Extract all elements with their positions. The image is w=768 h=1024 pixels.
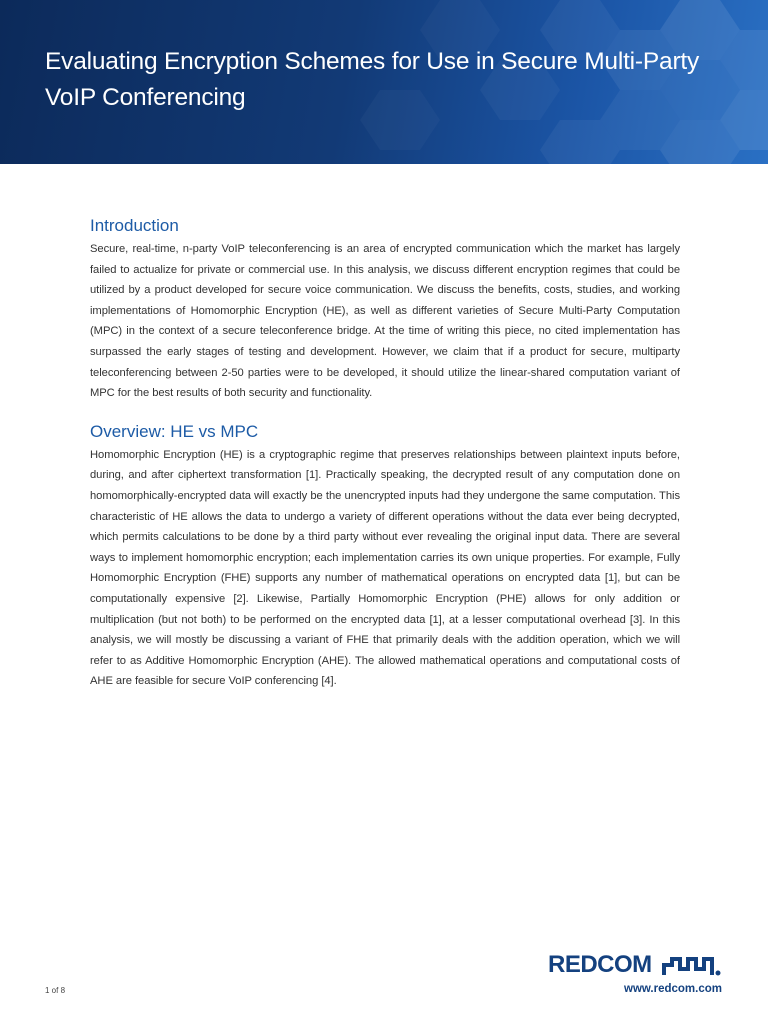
header-banner [0,0,768,164]
logo-mark-icon [662,955,722,977]
page-number: 1 of 8 [45,986,66,995]
section-paragraph: Secure, real-time, n-party VoIP teleconferencing is an area of encrypted communication which the market has largely failed to actualize for private or commercial use. In this analysis, we discuss different encryption regimes that could be utilized by a product developed for secure voice communication. We discuss the benefits, costs, studies, and working implementations of Homomorphic Encryption (HE), as well as different varieties of Secure Multi-Party Computation (MPC) in the context of a secure teleconference bridge. At the time of writing this piece, no cited implementation has surpassed the early stages of testing and development. However, we claim that if a product for secure, multiparty teleconferencing between 2-50 parties were to be developed, it should utilize the linear-shared computation variant of MPC for the best results of both security and functionality. [90,243,680,400]
website-link[interactable]: www.redcom.com [624,983,722,995]
introduction-section [90,214,680,404]
section-heading: Overview: HE vs MPC [90,421,259,441]
overview-section [90,420,680,692]
document-title: Evaluating Encryption Schemes for Use in Secure Multi-Party VoIP Conferencing [45,48,700,111]
redcom-logo [548,950,724,980]
section-paragraph: Homomorphic Encryption (HE) is a cryptographic regime that preserves relationships between plaintext inputs before, during, and after ciphertext transformation [1]. Practically speaking, the decrypted result of any computation done on homomorphically-encrypted data will exactly be the unencrypted inputs had they undergone the same computation. This characteristic of HE allows the data to undergo a variety of different operations without the data ever being decrypted, which permits calculations to be done by a third party without ever revealing the original input data. There are several ways to implement homomorphic encryption; each implementation carries its own unique properties. For example, Fully Homomorphic Encryption (FHE) supports any number of mathematical operations on encrypted data [1], but can be computationally expensive [2]. Likewise, Partially Homomorphic Encryption (PHE) allows for only addition or multiplication (but not both) to be performed on the encrypted data [1], at a lesser computational overhead [3]. In this analysis, we will mostly be discussing a variant of FHE that primarily deals with the addition operation, which we will refer to as Additive Homomorphic Encryption (AHE). The allowed mathematical operations and computational costs of AHE are feasible for secure VoIP conferencing [4]. [90,448,680,688]
logo-wordmark: REDCOM [548,951,652,978]
section-heading: Introduction [90,216,179,235]
main-content [90,214,680,692]
